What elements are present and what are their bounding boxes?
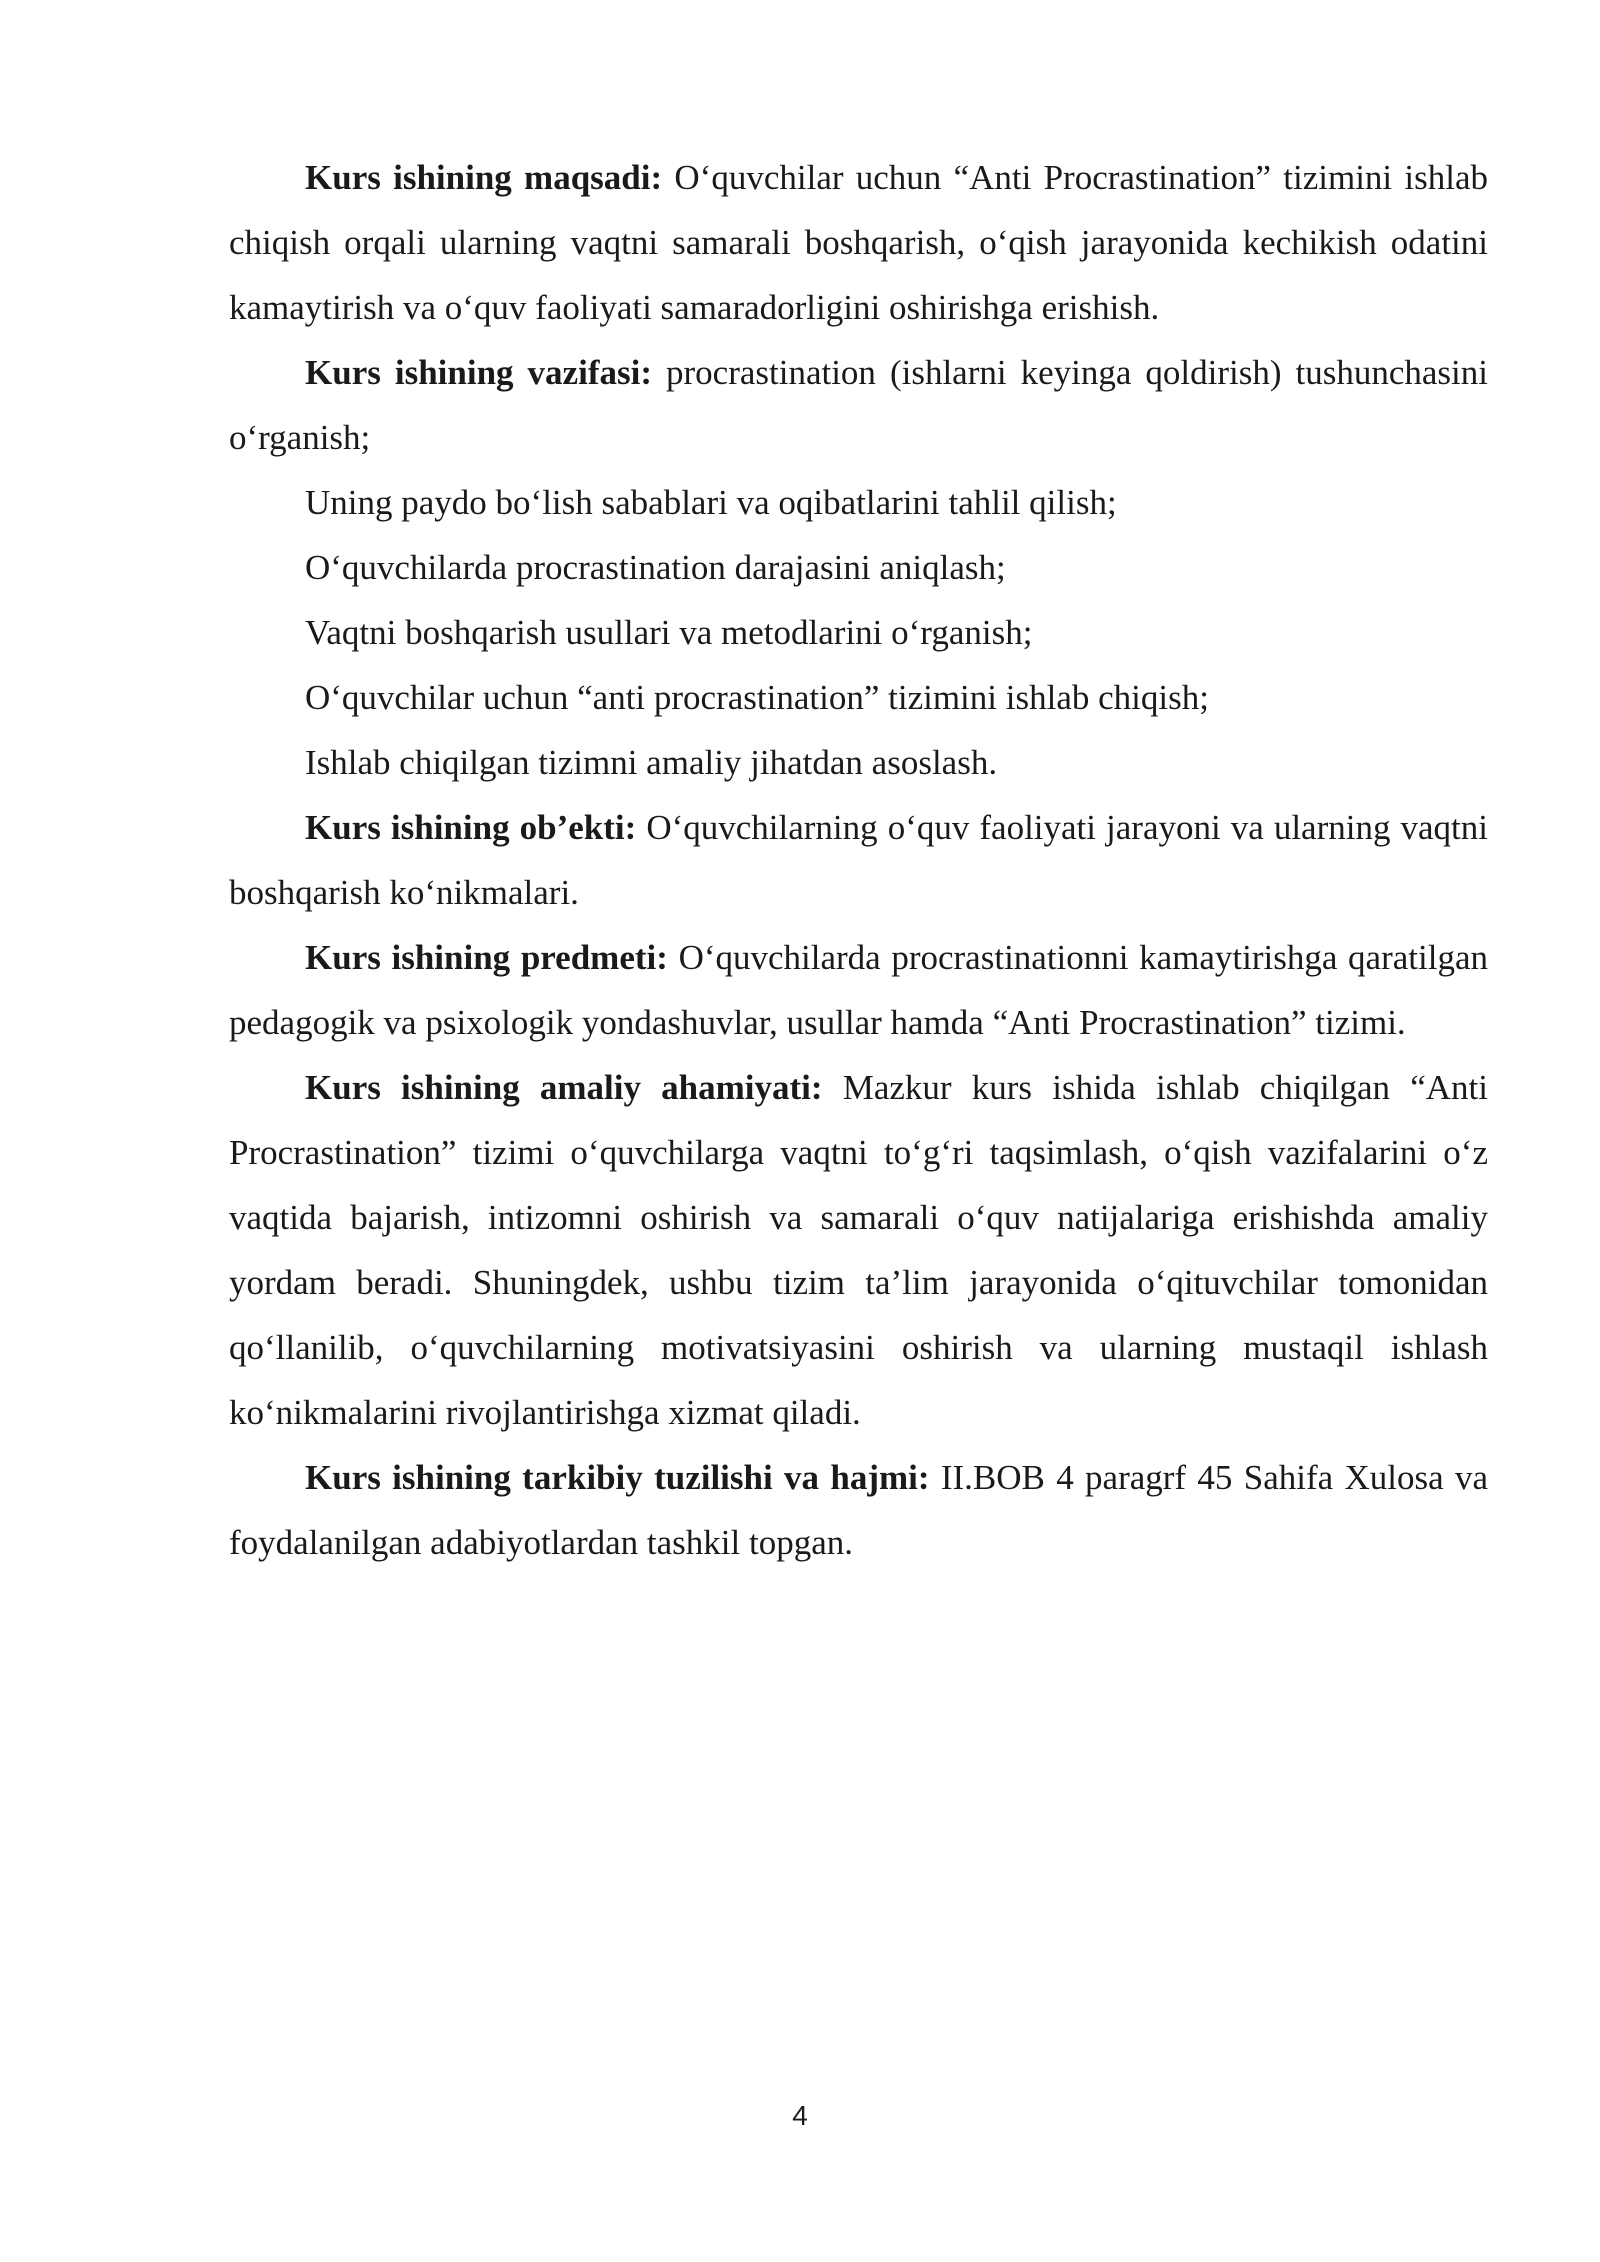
section-text-predmet: O‘quvchilarda procrastinationni kamaytirishga qaratilgan pedagogik va psixologik yondashuvlar, usullar hamda “Anti Procrastination” tizimi.	[229, 938, 1488, 1042]
task-item: Ishlab chiqilgan tizimni amaliy jihatdan asoslash.	[305, 743, 998, 782]
paragraph-tuzilish	[229, 1445, 1488, 1575]
task-item: Uning paydo bo‘lish sabablari va oqibatlarini tahlil qilish;	[305, 483, 1117, 522]
task-item: Vaqtni boshqarish usullari va metodlarini o‘rganish;	[305, 613, 1033, 652]
section-label-tuzilish: Kurs ishining tarkibiy tuzilishi va hajmi:	[305, 1458, 930, 1497]
task-item: O‘quvchilar uchun “anti procrastination” tizimini ishlab chiqish;	[305, 678, 1209, 717]
section-text-obekt: O‘quvchilarning o‘quv faoliyati jarayoni va ularning vaqtni boshqarish ko‘nikmalari.	[229, 808, 1488, 912]
task-item: O‘quvchilarda procrastination darajasini aniqlash;	[305, 548, 1006, 587]
section-label-vazifa: Kurs ishining vazifasi:	[305, 353, 652, 392]
paragraph-vazifa	[229, 340, 1488, 470]
paragraph-ahamiyat	[229, 1055, 1488, 1445]
section-label-maqsad: Kurs ishining maqsadi:	[305, 158, 663, 197]
section-label-obekt: Kurs ishining ob’ekti:	[305, 808, 637, 847]
page-number: 4	[792, 2100, 808, 2131]
paragraph-obekt	[229, 795, 1488, 925]
section-text-tuzilish: II.BOB 4 paragrf 45 Sahifa Xulosa va foydalanilgan adabiyotlardan tashkil topgan.	[229, 1458, 1488, 1562]
paragraph-maqsad	[229, 145, 1488, 340]
section-text-maqsad: O‘quvchilar uchun “Anti Procrastination” tizimini ishlab chiqish orqali ularning vaqtni samarali boshqarish, o‘qish jarayonida kechikish odatini kamaytirish va o‘quv faoliyati samaradorligini oshirishga erishish.	[229, 158, 1488, 327]
paragraph-predmet	[229, 925, 1488, 1055]
section-label-ahamiyat: Kurs ishining amaliy ahamiyati:	[305, 1068, 823, 1107]
section-label-predmet: Kurs ishining predmeti:	[305, 938, 668, 977]
section-text-ahamiyat: Mazkur kurs ishida ishlab chiqilgan “Anti Procrastination” tizimi o‘quvchilarga vaqtni to‘g‘ri taqsimlash, o‘qish vazifalarini o‘z vaqtida bajarish, intizomni oshirish va samarali o‘quv natijalariga erishishda amaliy yordam beradi. Shuningdek, ushbu tizim ta’lim jarayonida o‘qituvchilar tomonidan qo‘llanilib, o‘quvchilarning motivatsiyasini oshirish va ularning mustaqil ishlash ko‘nikmalarini rivojlantirishga xizmat qiladi.	[229, 1068, 1488, 1432]
section-text-vazifa: procrastination (ishlarni keyinga qoldirish) tushunchasini o‘rganish;	[229, 353, 1489, 457]
document-body	[229, 145, 1488, 1575]
